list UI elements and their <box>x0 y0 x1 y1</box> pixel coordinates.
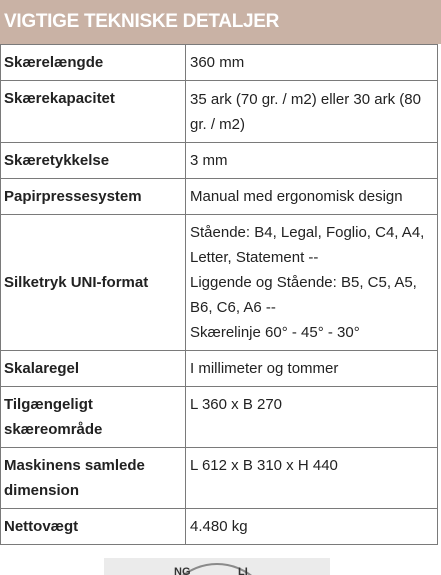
spec-value: I millimeter og tommer <box>186 351 438 387</box>
spec-label: Skalaregel <box>1 351 186 387</box>
table-row <box>1 448 438 509</box>
spec-label: Papirpressesystem <box>1 179 186 215</box>
badge-text-right: LI <box>238 566 248 575</box>
spec-table <box>0 44 438 545</box>
spec-label: Tilgængeligt skæreområde <box>1 387 186 448</box>
spec-label: Skærelængde <box>1 45 186 81</box>
table-row <box>1 81 438 143</box>
spec-value: 360 mm <box>186 45 438 81</box>
spec-label: Maskinens samlede dimension <box>1 448 186 509</box>
section-title: VIGTIGE TEKNISKE DETALJER <box>4 11 280 32</box>
spec-value: 35 ark (70 gr. / m2) eller 30 ark (80 gr. / m2) <box>186 81 438 143</box>
product-badge-image <box>104 558 330 575</box>
spec-value: Manual med ergonomisk design <box>186 179 438 215</box>
table-row <box>1 387 438 448</box>
spec-value: L 360 x B 270 <box>186 387 438 448</box>
spec-label: Silketryk UNI-format <box>1 215 186 351</box>
spec-value: Stående: B4, Legal, Foglio, C4, A4, Letter, Statement -- Liggende og Stående: B5, C5, A5, B6, C6, A6 -- Skærelinje 60° - 45° - 30° <box>186 215 438 351</box>
badge-text-left: NG <box>174 566 191 575</box>
spec-value: 4.480 kg <box>186 509 438 545</box>
spec-label: Nettovægt <box>1 509 186 545</box>
table-row <box>1 215 438 351</box>
table-row <box>1 179 438 215</box>
table-row <box>1 351 438 387</box>
spec-value: 3 mm <box>186 143 438 179</box>
spec-label: Skærekapacitet <box>1 81 186 143</box>
table-row <box>1 143 438 179</box>
table-row <box>1 509 438 545</box>
spec-label: Skæretykkelse <box>1 143 186 179</box>
spec-value: L 612 x B 310 x H 440 <box>186 448 438 509</box>
badge-graphic <box>104 558 330 575</box>
section-header <box>0 0 441 44</box>
table-row <box>1 45 438 81</box>
